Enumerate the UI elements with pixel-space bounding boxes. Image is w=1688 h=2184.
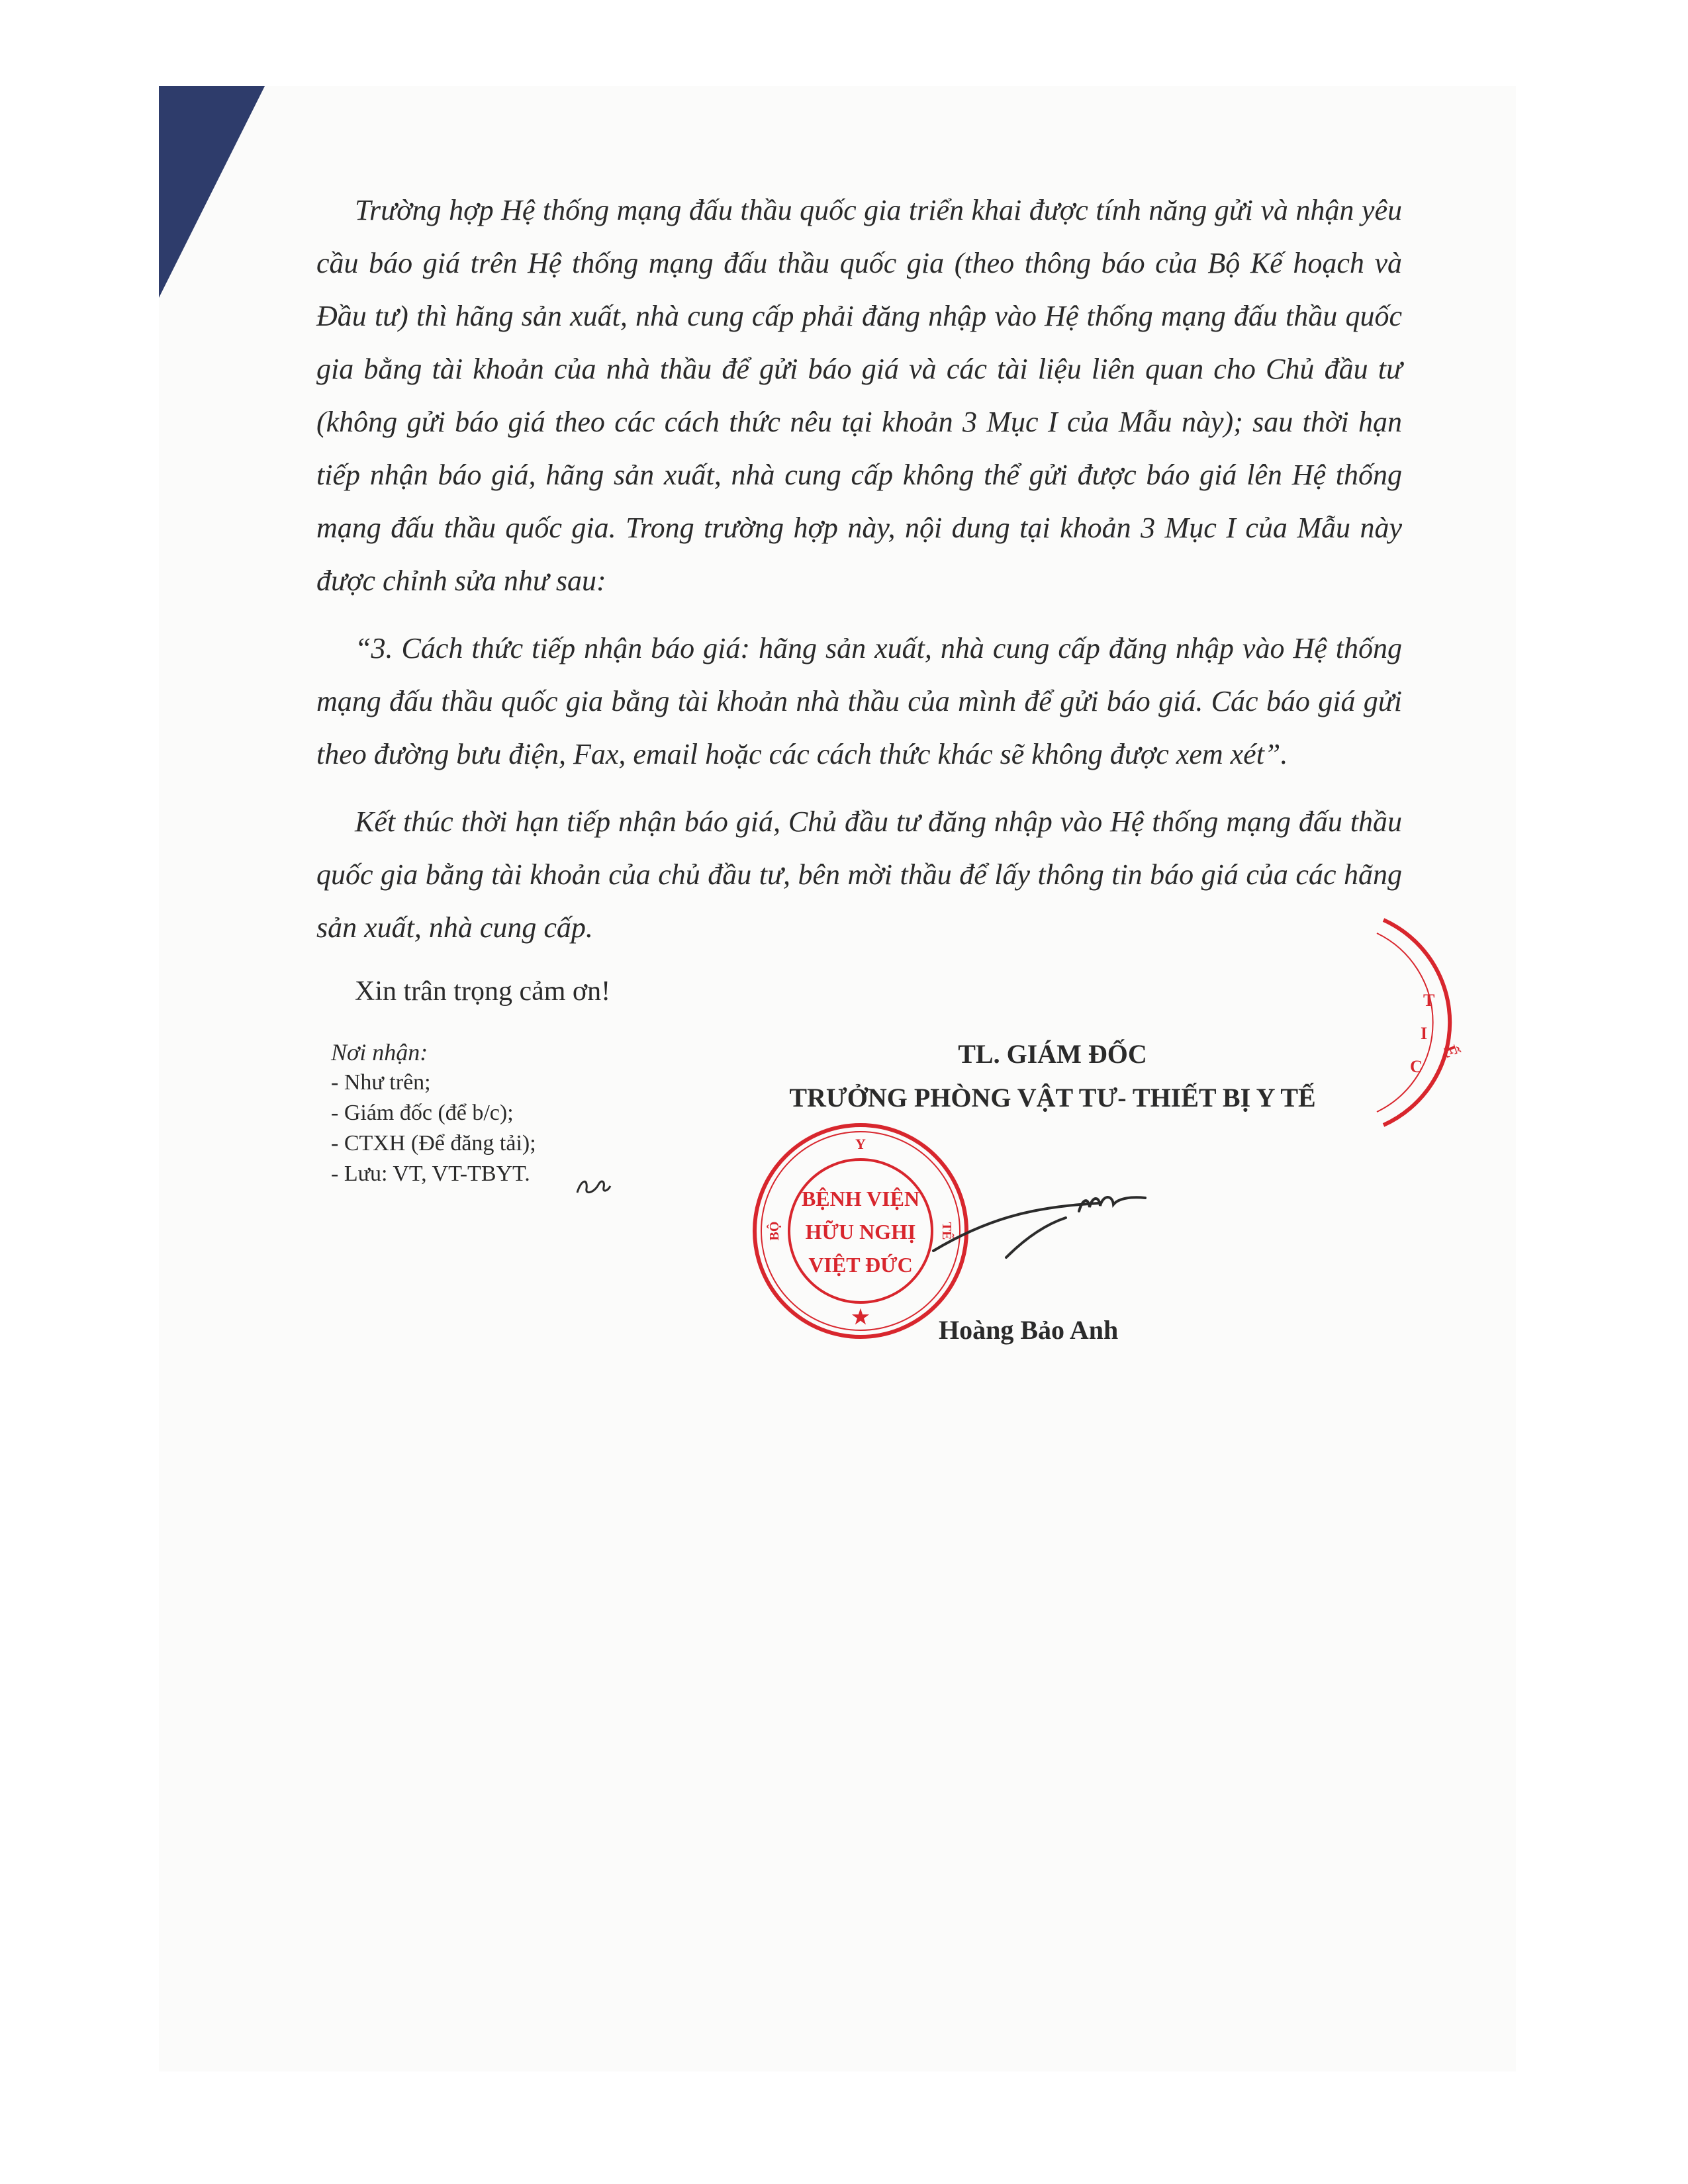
body-paragraph-1: Trường hợp Hệ thống mạng đấu thầu quốc gia triển khai được tính năng gửi và nhận yêu cầu báo giá trên Hệ thống mạng đấu thầu quốc gia (theo thông báo của Bộ Kế hoạch và Đầu tư) thì hãng sản xuất, nhà cung cấp phải đăng nhập vào Hệ thống mạng đấu thầu quốc gia bằng tài khoản của nhà thầu để gửi báo giá và các tài liệu liên quan cho Chủ đầu tư (không gửi báo giá theo các cách thức nêu tại khoản 3 Mục I của Mẫu này); sau thời hạn tiếp nhận báo giá, hãng sản xuất, nhà cung cấp không thể gửi được báo giá lên Hệ thống mạng đấu thầu quốc gia. Trong trường hợp này, nội dung tại khoản 3 Mục I của Mẫu này được chỉnh sửa như sau:: [316, 194, 1402, 597]
partial-seal: [1364, 913, 1509, 1132]
seal-ring-left: BỘ: [767, 1221, 782, 1241]
seal-line-2: HỮU NGHỊ: [805, 1220, 916, 1244]
partial-seal-char: Ế: [1439, 1042, 1462, 1060]
signer-name: Hoàng Bảo Anh: [939, 1315, 1119, 1345]
recipients-block: [331, 1037, 536, 1189]
seal-ring-right: TẾ: [939, 1222, 954, 1240]
closing-line: Xin trân trọng cảm ơn!: [355, 976, 611, 1007]
seal-line-1: BỆNH VIỆN: [801, 1187, 920, 1210]
seal-ring-top: Y: [855, 1136, 866, 1152]
body-paragraph-3: Kết thúc thời hạn tiếp nhận báo giá, Chủ đầu tư đăng nhập vào Hệ thống mạng đấu thầu quốc gia bằng tài khoản của chủ đầu tư, bên mời thầu để lấy thông tin báo giá của các hãng sản xuất, nhà cung cấp.: [316, 805, 1402, 944]
signature-block: [688, 1032, 1417, 1120]
partial-seal-char: C: [1410, 1057, 1423, 1076]
recipient-item: - Lưu: VT, VT-TBYT.: [331, 1161, 530, 1186]
body-paragraph-2: “3. Cách thức tiếp nhận báo giá: hãng sản xuất, nhà cung cấp đăng nhập vào Hệ thống mạng đấu thầu quốc gia bằng tài khoản nhà thầu của mình để gửi báo giá. Các báo giá gửi theo đường bưu điện, Fax, email hoặc các cách thức khác sẽ không được xem xét”.: [316, 632, 1402, 770]
seal-star-icon: ★: [851, 1306, 870, 1328]
corner-color-block: [159, 86, 265, 298]
recipients-title: Nơi nhận:: [331, 1039, 428, 1066]
recipient-item: - Như trên;: [331, 1070, 431, 1095]
recipient-item: - CTXH (Để đăng tải);: [331, 1131, 536, 1156]
body-text: [316, 184, 1402, 969]
handwritten-initial-mark: [575, 1173, 612, 1199]
seal-line-3: VIỆT ĐỨC: [808, 1253, 913, 1277]
handwritten-signature: [927, 1178, 1152, 1271]
recipient-item: - Giám đốc (để b/c);: [331, 1101, 514, 1125]
partial-seal-char: T: [1423, 991, 1435, 1010]
signature-title-line1: TL. GIÁM ĐỐC: [958, 1039, 1147, 1069]
signature-title-line2: TRƯỞNG PHÒNG VẬT TƯ- THIẾT BỊ Y TẾ: [789, 1083, 1316, 1113]
partial-seal-char: I: [1421, 1024, 1428, 1043]
